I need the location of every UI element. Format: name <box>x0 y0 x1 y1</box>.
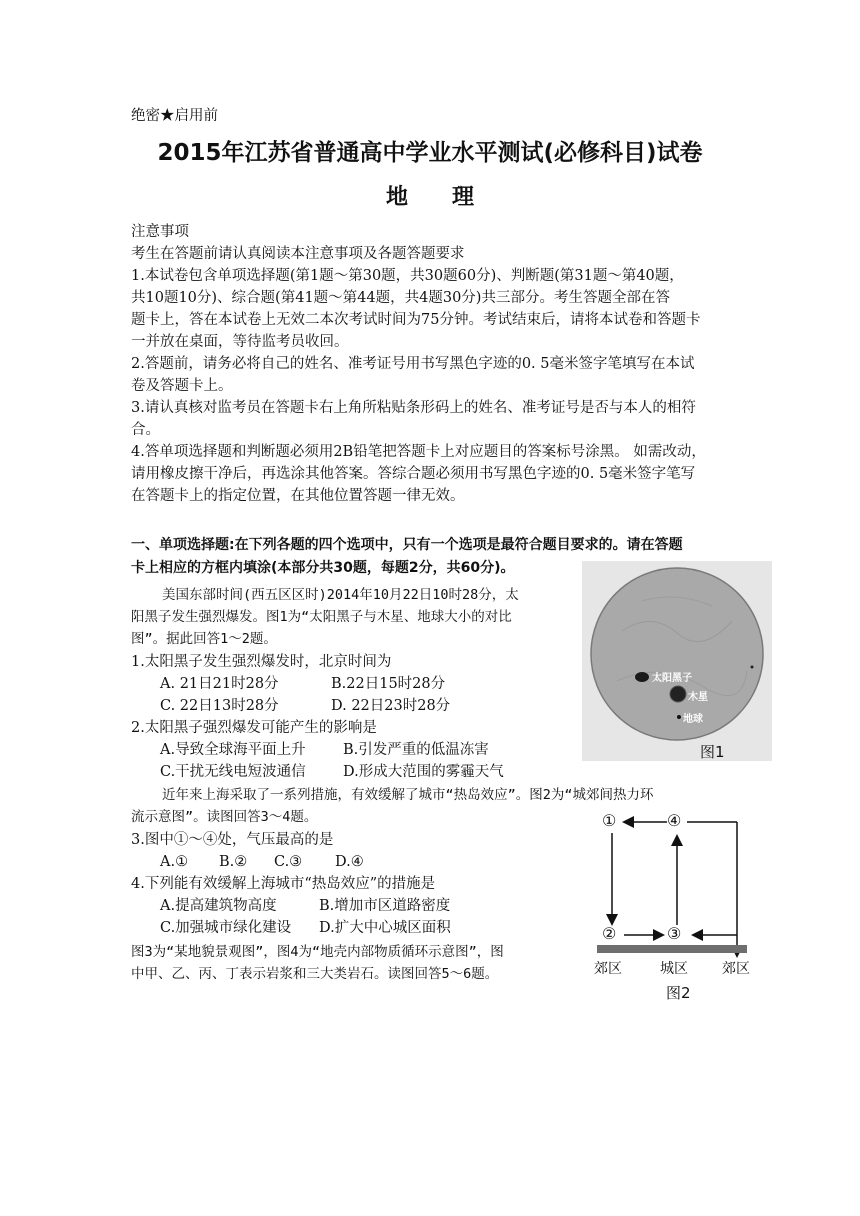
option-c: C.加强城市绿化建设 <box>160 920 292 936</box>
jupiter-label: 木星 <box>688 692 708 703</box>
notice-heading: 注意事项 <box>131 224 189 240</box>
option-c: C.干扰无线电短波通信 <box>160 764 306 780</box>
option-d: D.形成大范围的雾霾天气 <box>343 764 504 780</box>
option-b: B.22日15时28分 <box>331 676 446 692</box>
question-stem: 1.太阳黑子发生强烈爆发时，北京时间为 <box>131 654 392 670</box>
sunspot-label: 太阳黑子 <box>652 673 692 684</box>
label-city: 城区 <box>660 961 688 977</box>
option-b: B.增加市区道路密度 <box>319 898 451 914</box>
option-a: A.提高建筑物高度 <box>160 898 277 914</box>
notice-line: 1.本试卷包含单项选择题(第1题～第30题，共30题60分)、判断题(第31题～第40题， <box>131 268 684 284</box>
notice-line: 请用橡皮擦干净后，再选涂其他答案。答综合题必须用书写黑色字迹的0. 5毫米签字笔写 <box>131 466 696 482</box>
notice-line: 题卡上，答在本试卷上无效二本次考试时间为75分钟。考试结束后，请将本试卷和答题卡 <box>131 312 701 328</box>
ground-bar <box>597 945 747 953</box>
option-d: D.扩大中心城区面积 <box>319 920 451 936</box>
figure-2-caption: 图2 <box>666 984 691 1002</box>
question-stem: 2.太阳黑子强烈爆发可能产生的影响是 <box>131 720 377 736</box>
option-c: C.③ <box>274 854 303 870</box>
point-1: ① <box>602 811 617 830</box>
sunspot-mark <box>635 672 649 682</box>
notice-line: 一并放在桌面，等待监考员收回。 <box>131 334 349 350</box>
point-4: ④ <box>667 811 682 830</box>
figure-1 <box>582 561 772 761</box>
question-stem: 3.图中①～④处，气压最高的是 <box>131 832 334 848</box>
exam-title: 2015年江苏省普通高中学业水平测试(必修科目)试卷 <box>157 140 703 166</box>
option-a: A.导致全球海平面上升 <box>160 742 306 758</box>
intro-text: 图”。据此回答1～2题。 <box>131 631 277 647</box>
notice-line: 3.请认真核对监考员在答题卡右上角所粘贴条形码上的姓名、准考证号是否与本人的相符 <box>131 400 696 416</box>
point-3: ③ <box>667 924 682 943</box>
option-a: A.① <box>160 854 189 870</box>
subject-title: 地 理 <box>385 185 474 210</box>
option-b: B.引发严重的低温冻害 <box>343 742 489 758</box>
sun-disk <box>591 568 763 740</box>
figure-1-drawing <box>582 561 772 761</box>
label-suburb-left: 郊区 <box>594 961 622 977</box>
intro-text: 中甲、乙、丙、丁表示岩浆和三大类岩石。读图回答5～6题。 <box>131 966 499 982</box>
option-b: B.② <box>219 854 248 870</box>
section-heading: 一、单项选择题:在下列各题的四个选项中，只有一个选项是最符合题目要求的。请在答题 <box>131 537 683 553</box>
section-heading: 卡上相应的方框内填涂(本部分共30题，每题2分，共60分)。 <box>131 560 515 576</box>
notice-line: 卷及答题卡上。 <box>131 378 233 394</box>
figure-1-caption: 图1 <box>700 743 725 761</box>
earth-mark <box>677 715 681 719</box>
option-c: C. 22日13时28分 <box>160 698 279 714</box>
notice-line: 合。 <box>131 422 160 438</box>
intro-text: 阳黑子发生强烈爆发。图1为“太阳黑子与木星、地球大小的对比 <box>131 609 512 625</box>
earth-label: 地球 <box>683 714 703 725</box>
notice-line: 2.答题前，请务必将自己的姓名、准考证号用书写黑色字迹的0. 5毫米签字笔填写在本试 <box>131 356 695 372</box>
notice-line: 4.答单项选择题和判断题必须用2B铅笔把答题卡上对应题目的答案标号涂黑。 如需改动， <box>131 444 706 460</box>
option-d: D.④ <box>335 854 364 870</box>
notice-line: 共10题10分)、综合题(第41题～第44题，共4题30分)共三部分。考生答题全部在答 <box>131 290 670 306</box>
label-suburb-right: 郊区 <box>722 961 750 977</box>
notice-line: 在答题卡上的指定位置，在其他位置答题一律无效。 <box>131 488 465 504</box>
intro-text: 图3为“某地貌景观图”，图4为“地壳内部物质循环示意图”，图 <box>131 944 504 960</box>
option-d: D. 22日23时28分 <box>331 698 451 714</box>
intro-text: 流示意图”。读图回答3～4题。 <box>131 809 318 825</box>
intro-text: 近年来上海采取了一系列措施，有效缓解了城市“热岛效应”。图2为“城郊间热力环 <box>162 787 654 803</box>
point-2: ② <box>602 924 617 943</box>
notice-line: 考生在答题前请认真阅读本注意事项及各题答题要求 <box>131 246 465 262</box>
secret-label: 绝密★启用前 <box>131 108 218 124</box>
option-a: A. 21日21时28分 <box>160 676 279 692</box>
jupiter-mark <box>670 686 686 702</box>
question-stem: 4.下列能有效缓解上海城市“热岛效应”的措施是 <box>131 876 436 892</box>
intro-text: 美国东部时间(西五区区时)2014年10月22日10时28分，太 <box>162 587 519 603</box>
figure-2 <box>592 805 762 1005</box>
